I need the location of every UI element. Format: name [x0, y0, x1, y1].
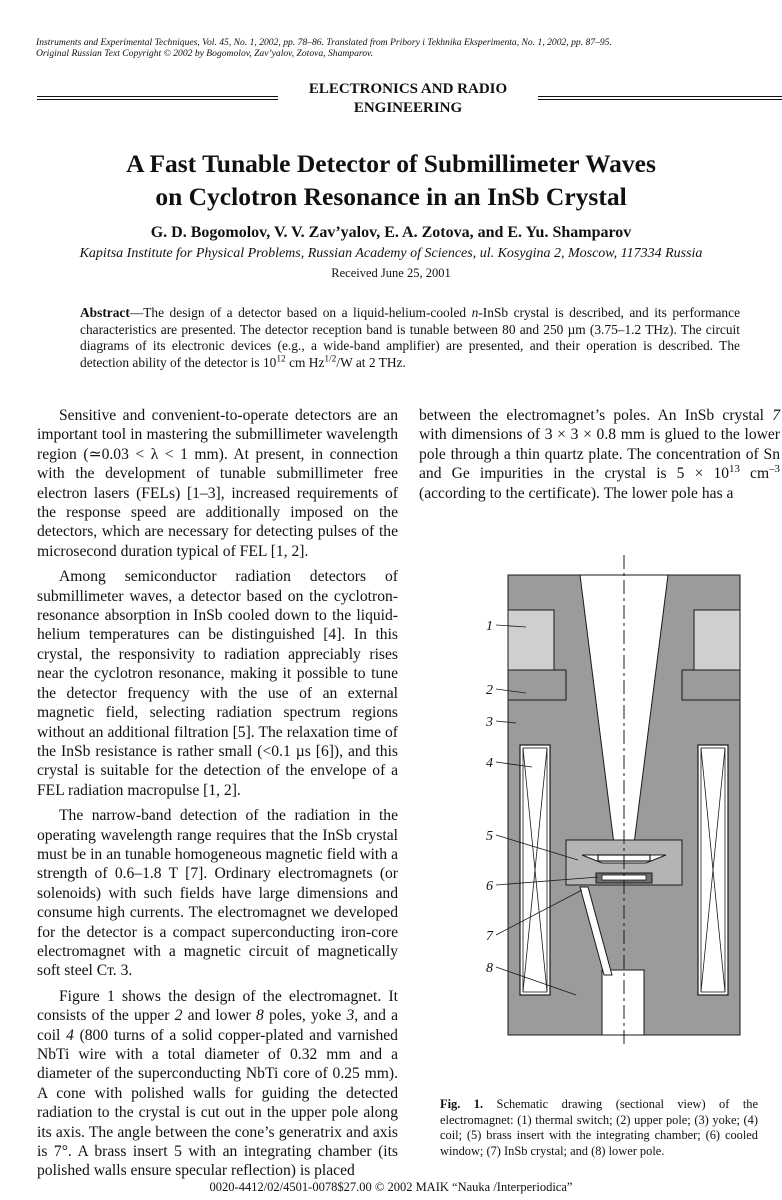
section-rule-left	[37, 96, 278, 100]
paper-title-line2: on Cyclotron Resonance in an InSb Crystal	[155, 182, 627, 211]
p4-ref-3: 3	[346, 1007, 355, 1025]
paper-title	[40, 147, 742, 213]
section-rule-right	[538, 96, 782, 100]
p4-c: poles, yoke	[263, 1007, 347, 1025]
abstract-sup1: 12	[276, 354, 286, 365]
lower-bore	[602, 970, 644, 1035]
r-p1-ref-7: 7	[772, 407, 780, 424]
r-p1-c: cm	[739, 465, 770, 483]
abstract-sup2: 1/2	[324, 354, 337, 365]
left-column	[37, 406, 398, 1181]
paper-title-line1: A Fast Tunable Detector of Submillimeter Waves	[126, 149, 656, 178]
authors: G. D. Bogomolov, V. V. Zav’yalov, E. A. Zotova, and E. Yu. Shamparov	[150, 224, 632, 241]
right-paragraph-1	[419, 406, 780, 503]
section-heading-line1: ELECTRONICS AND RADIO	[308, 81, 508, 97]
section-heading	[280, 80, 536, 118]
abstract-label: Abstract	[80, 305, 130, 320]
upper-pole-left	[508, 670, 566, 700]
figure-label-4: 4	[486, 756, 493, 771]
caption-label: Fig. 1.	[440, 1097, 484, 1111]
p4-ref-4: 4	[66, 1026, 74, 1044]
affiliation: Kapitsa Institute for Physical Problems, Russian Academy of Sciences, ul. Kosygina 2, Moscow, 117334 Russia	[79, 246, 703, 261]
thermal-switch-right	[694, 610, 740, 670]
left-paragraph-1: Sensitive and convenient-to-operate detectors are an important tool in mastering the submillimeter wavelength region (≃0.03 < λ < 1 mm). At present, in connection with the development of tunable submillimeter free electron lasers (FELs) [1–3], increased requirements of the response speed are additionally imposed on the detectors, which are necessary for detecting pulses of the microsecond duration typical of FEL [1, 2].	[37, 407, 398, 560]
p4-b: and lower	[182, 1007, 257, 1025]
abstract	[80, 305, 740, 371]
p4-a: Figure 1 shows the design of the electromagnet. It consists of the upper	[37, 987, 398, 1025]
upper-pole-right	[682, 670, 740, 700]
electromagnet-diagram	[470, 555, 770, 1045]
journal-header	[36, 37, 756, 59]
thermal-switch-left	[508, 610, 554, 670]
figure-label-8: 8	[486, 961, 493, 976]
abstract-italic-n: n	[471, 305, 479, 320]
abstract-text-b: -InSb crystal is described, and its performance characteristics are presented. The detector reception band is tunable between 80 and 250 µm (3.75–1.2 THz). The circuit diagrams of its electronic devices (e.g., a wide-band amplifier) are presented, and their operation is described. The detection ability of the detector is 10	[80, 305, 741, 370]
r-p1-b: with dimensions of 3 × 3 × 0.8 mm is glued to the lower pole through a thin quartz plate. The concentration of Sn and Ge impurities in the crystal is 5 × 10	[419, 426, 780, 483]
footer-copyright: 0020-4412/02/4501-0078$27.00 © 2002 MAIK “Nauka /Interperiodica”	[209, 1180, 573, 1194]
r-p1-sup: 13	[729, 463, 740, 476]
caption-text: Schematic drawing (sectional view) of the electromagnet: (1) thermal switch; (2) upper pole; (3) yoke; (4) coil; (5) brass insert with the integrating chamber; (6) cooled window; (7) InSb crystal; and (8) lower pole.	[440, 1097, 758, 1158]
figure-label-7: 7	[486, 929, 493, 944]
figure-label-2: 2	[486, 683, 493, 698]
figure-caption	[440, 1097, 758, 1159]
r-p1-a: between the electromagnet’s poles. An InSb crystal	[419, 407, 773, 424]
abstract-text-a: —The design of a detector based on a liquid-helium-cooled	[129, 305, 472, 320]
figure-label-1: 1	[486, 619, 493, 634]
p4-ref-8: 8	[256, 1007, 264, 1025]
figure-electromagnet	[470, 555, 770, 1045]
abstract-text-d: /W at 2 THz.	[336, 354, 406, 370]
right-column	[419, 406, 780, 503]
abstract-text-c: cm Hz	[285, 354, 325, 370]
figure-label-6: 6	[486, 879, 493, 894]
figure-label-5: 5	[486, 829, 493, 844]
r-p1-d: (according to the certificate). The lower pole has a	[419, 484, 734, 502]
left-paragraph-4	[37, 987, 398, 1181]
p4-d: , and a coil	[37, 1007, 398, 1044]
p4-e: (800 turns of a solid copper-plated and varnished NbTi wire with a total diameter of 0.32 mm and a diameter of the superconducting NbTi core of 0.25 mm). A cone with polished walls for guiding the detected radiation to the crystal is cut out in the upper pole along its axis. The angle between the cone’s generatrix and axis is 7°. A brass insert 5 with an integrating chamber (its polished walls ensure specular reflection) is placed	[37, 1026, 398, 1180]
section-heading-line2: ENGINEERING	[353, 100, 463, 116]
figure-label-3: 3	[486, 715, 493, 730]
left-paragraph-2: Among semiconductor radiation detectors of submillimeter waves, a detector based on the cyclotron-resonance absorption in InSb cooled down to the liquid-helium temperatures can be distinguished [4]. In this crystal, the responsivity to radiation appreciably rises near the cyclotron resonance, making it possible to tune the detector frequency with the use of an external magnetic field, selecting radiation spectrum regions without an additional filtration [5]. The relaxation time of the InSb resistance is rather small (<0.1 µs [6]), and this crystal is suitable for the detection of the envelope of a FEL radiation macropulse [1, 2].	[37, 568, 398, 799]
r-p1-sup2: –3	[769, 463, 780, 476]
journal-header-line2: Original Russian Text Copyright © 2002 by Bogomolov, Zav’yalov, Zotova, Shamparov.	[36, 48, 374, 59]
left-paragraph-3: The narrow-band detection of the radiation in the operating wavelength range requires that the InSb crystal must be in an tunable homogeneous magnetic field with a strength of 0.6–1.8 T [7]. Ordinary electromagnets (or solenoids) with such fields have large dimensions and consume high currents. The electromagnet we developed for the detector is a compact superconducting iron-core electromagnet with a magnetic circuit of magnetically soft steel Cт. 3.	[37, 807, 398, 980]
p4-ref-2: 2	[174, 1007, 183, 1025]
received-date: Received June 25, 2001	[331, 266, 451, 280]
journal-header-line1: Instruments and Experimental Techniques, Vol. 45, No. 1, 2002, pp. 78–86. Translated from Pribory i Tekhnika Eksperimenta, No. 1, 2002, pp. 87–95.	[36, 37, 612, 48]
